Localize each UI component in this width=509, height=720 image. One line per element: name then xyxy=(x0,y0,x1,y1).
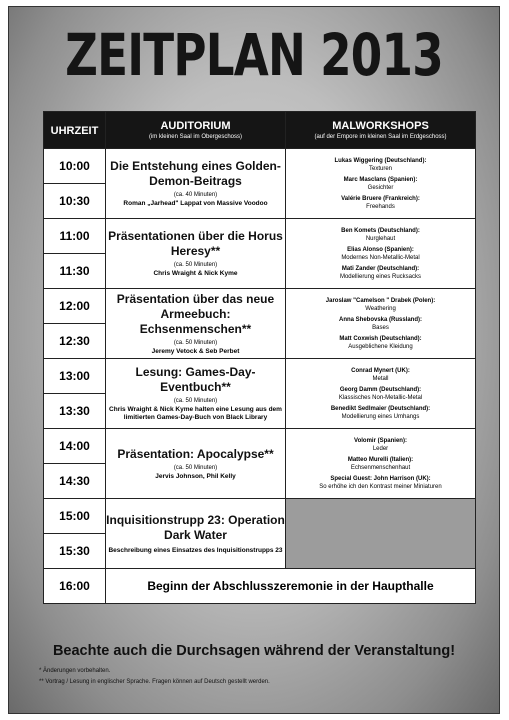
auditorium-session xyxy=(106,149,286,219)
session-presenters: Chris Wraight & Nick Kyme halten eine Lesung aus dem limitierten Games-Day-Buch von Black Library xyxy=(109,406,282,421)
workshop-block xyxy=(286,359,476,429)
time-cell: 12:30 xyxy=(44,324,106,359)
session-duration: (ca. 50 Minuten) xyxy=(173,398,218,404)
session-duration: (ca. 40 Minuten) xyxy=(173,192,218,198)
table-row xyxy=(44,289,476,324)
table-row xyxy=(44,149,476,184)
auditorium-session xyxy=(106,219,286,289)
workshop-item: Georg Damm (Deutschland): Klassisches Non-Metallic-Metal xyxy=(338,386,423,401)
workshop-item: Volomir (Spanien): Leder xyxy=(354,437,407,452)
schedule-poster xyxy=(8,6,500,714)
workshop-item: Benedikt Sedlmaier (Deutschland): Modellierung eines Umhangs xyxy=(330,405,431,420)
session-presenters: Beschreibung eines Einsatzes des Inquisitionstrupps 23 xyxy=(108,546,283,554)
auditorium-session xyxy=(106,429,286,499)
time-cell: 10:00 xyxy=(44,149,106,184)
time-cell: 10:30 xyxy=(44,184,106,219)
time-cell: 13:00 xyxy=(44,359,106,394)
time-cell: 15:30 xyxy=(44,534,106,569)
auditorium-session xyxy=(106,289,286,359)
workshop-item: Matt Coxwish (Deutschland): Ausgeblichene Kleidung xyxy=(339,335,422,350)
time-cell: 14:30 xyxy=(44,464,106,499)
table-row xyxy=(44,569,476,604)
session-title: Die Entstehung eines Golden-Demon-Beitrags xyxy=(110,159,281,188)
workshop-item: Conrad Mynert (UK): Metall xyxy=(351,367,410,382)
time-cell: 15:00 xyxy=(44,499,106,534)
workshop-item: Ben Komets (Deutschland): Nurglehaut xyxy=(341,227,420,242)
session-title: Präsentation über das neue Armeebuch: Echsenmenschen** xyxy=(116,291,275,336)
table-row xyxy=(44,429,476,464)
header-time: UHRZEIT xyxy=(44,112,106,149)
session-title: Lesung: Games-Day-Eventbuch** xyxy=(135,365,256,394)
header-auditorium: AUDITORIUM (im kleinen Saal im Obergeschoss) xyxy=(106,112,286,149)
workshop-item: Matteo Murelli (Italien): Echsenmenschenhaut xyxy=(347,456,414,471)
header-row xyxy=(44,112,476,149)
session-title: Inquisitionstrupp 23: Operation Dark Water xyxy=(106,512,285,542)
footnote: ** Vortrag / Lesung in englischer Sprache. Fragen können auf Deutsch gestellt werden. xyxy=(39,679,270,685)
session-presenters: Jervis Johnson, Phil Kelly xyxy=(155,472,236,480)
time-cell: 14:00 xyxy=(44,429,106,464)
workshop-item: Lukas Wiggering (Deutschland): Texturen xyxy=(334,157,427,172)
session-title: Präsentation: Apocalypse** xyxy=(117,446,274,461)
table-row xyxy=(44,499,476,534)
workshop-item: Anna Shebovska (Russland): Bases xyxy=(338,316,422,331)
footnote: * Änderungen vorbehalten. xyxy=(39,668,111,674)
schedule-table xyxy=(43,111,476,604)
time-cell: 16:00 xyxy=(44,569,106,604)
table-row xyxy=(44,359,476,394)
workshop-empty-slot xyxy=(286,499,476,569)
time-cell: 13:30 xyxy=(44,394,106,429)
workshop-block xyxy=(286,289,476,359)
session-presenters: Roman „Jarhead" Lappat von Massive Voodoo xyxy=(123,200,268,207)
session-duration: (ca. 50 Minuten) xyxy=(173,262,218,268)
table-row xyxy=(44,219,476,254)
workshop-item: Mati Zander (Deutschland): Modellierung eines Rucksacks xyxy=(339,265,422,280)
workshop-item: Special Guest: John Harrison (UK): So erhöhe ich den Kontrast meiner Miniaturen xyxy=(319,475,442,490)
session-duration: (ca. 50 Minuten) xyxy=(173,464,218,471)
workshop-item: Elias Alonso (Spanien): Modernes Non-Metallic-Metal xyxy=(341,246,420,261)
workshop-item: Jaroslaw "Camelson " Drabek (Polen): Weathering xyxy=(325,297,436,312)
time-cell: 11:00 xyxy=(44,219,106,254)
workshop-item: Marc Masclans (Spanien): Gesichter xyxy=(343,176,418,191)
workshop-block xyxy=(286,219,476,289)
header-workshops: MALWORKSHOPS (auf der Empore im kleinen Saal im Erdgeschoss) xyxy=(286,112,476,149)
poster-title: ZEITPLAN 2013 xyxy=(65,21,443,89)
announcement-notice: Beachte auch die Durchsagen während der Veranstaltung! xyxy=(52,643,456,659)
auditorium-session xyxy=(106,499,286,569)
auditorium-session xyxy=(106,359,286,429)
workshop-item: Valérie Bruere (Frankreich): Freehands xyxy=(341,195,420,210)
session-duration: (ca. 50 Minuten) xyxy=(173,339,218,346)
session-presenters: Chris Wraight & Nick Kyme xyxy=(153,270,238,277)
closing-ceremony: Beginn der Abschlusszeremonie in der Haupthalle xyxy=(106,569,476,604)
workshop-block xyxy=(286,149,476,219)
session-presenters: Jeremy Vetock & Seb Perbet xyxy=(151,347,240,355)
workshop-block xyxy=(286,429,476,499)
time-cell: 12:00 xyxy=(44,289,106,324)
session-title: Präsentationen über die Horus Heresy** xyxy=(108,229,283,258)
time-cell: 11:30 xyxy=(44,254,106,289)
